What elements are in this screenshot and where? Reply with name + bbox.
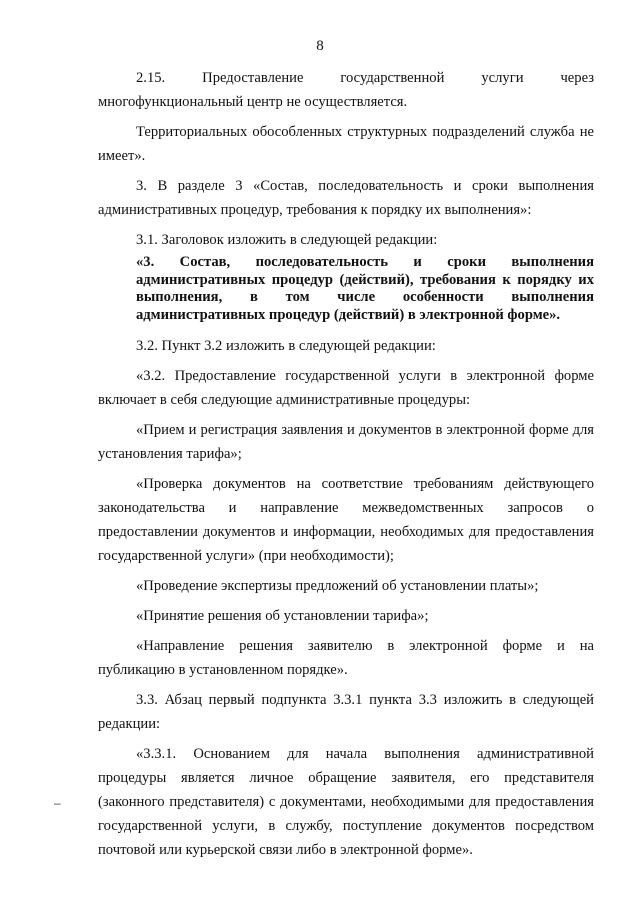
- paragraph-3-1: 3.1. Заголовок изложить в следующей редакции:: [136, 232, 438, 248]
- scan-mark: –: [54, 796, 61, 810]
- procedure-item-1: «Прием и регистрация заявления и документов в электронной форме для установления тарифа»;: [98, 422, 594, 462]
- procedure-item-4: «Принятие решения об установлении тарифа»;: [136, 608, 429, 624]
- paragraph-3-2-text: «3.2. Предоставление государственной услуги в электронной форме включает в себя следующие административные процедуры:: [98, 368, 594, 408]
- quoted-heading: «3. Состав, последовательность и сроки выполнения административных процедур (действий), требования к порядку их выполнения, в том числе особенности выполнения административных процедур (действий) в электронной форме».: [136, 254, 594, 323]
- document-body: [98, 66, 594, 868]
- procedure-item-5: «Направление решения заявителю в электронной форме и на публикацию в установленном порядке».: [98, 638, 594, 678]
- paragraph-section-3: 3. В разделе 3 «Состав, последовательность и сроки выполнения административных процедур, требования к порядку их выполнения»:: [98, 178, 594, 218]
- paragraph-3-3: 3.3. Абзац первый подпункта 3.3.1 пункта 3.3 изложить в следующей редакции:: [98, 692, 594, 732]
- paragraph-2-15: 2.15. Предоставление государственной услуги через многофункциональный центр не осуществляется.: [98, 70, 594, 110]
- procedure-item-2: «Проверка документов на соответствие требованиям действующего законодательства и направление межведомственных запросов о предоставлении документов и информации, необходимых для предоставления государственной услуги» (при необходимости);: [98, 476, 594, 564]
- procedure-item-3: «Проведение экспертизы предложений об установлении платы»;: [136, 578, 539, 594]
- paragraph-3-3-1: «3.3.1. Основанием для начала выполнения административной процедуры является личное обращение заявителя, его представителя (законного представителя) с документами, необходимыми для предоставления государственной услуги, в службу, поступление документов посредством почтовой или курьерской связи либо в электронной форме».: [98, 746, 594, 858]
- paragraph-3-2: 3.2. Пункт 3.2 изложить в следующей редакции:: [136, 338, 436, 354]
- paragraph-subdivisions: Территориальных обособленных структурных подразделений служба не имеет».: [98, 124, 594, 164]
- page-number: 8: [316, 38, 324, 54]
